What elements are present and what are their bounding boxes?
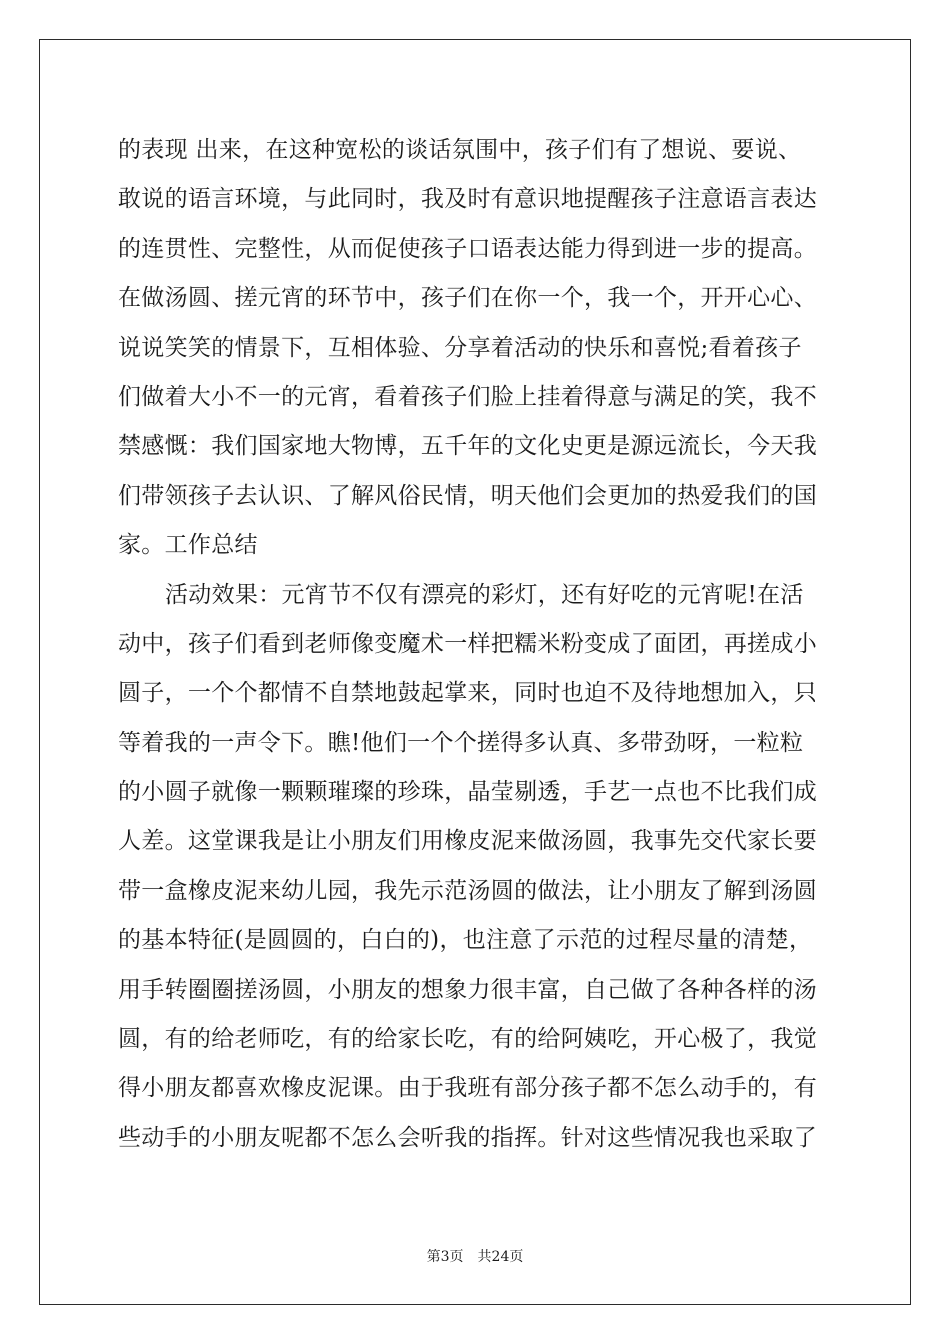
text-line: 得小朋友都喜欢橡皮泥课。由于我班有部分孩子都不怎么动手的，有: [118, 1075, 817, 1102]
text-line: 人差。这堂课我是让小朋友们用橡皮泥来做汤圆，我事先交代家长要: [118, 828, 817, 855]
document-body: [118, 126, 838, 1163]
text-line: 的基本特征(是圆圆的，白白的)，也注意了示范的过程尽量的清楚，: [118, 927, 813, 954]
text-line: 的表现 出来，在这种宽松的谈话氛围中，孩子们有了想说、要说、: [118, 137, 802, 163]
text-line: 的连贯性、完整性，从而促使孩子口语表达能力得到进一步的提高。: [118, 235, 817, 262]
text-line: 圆子，一个个都情不自禁地鼓起掌来，同时也迫不及待地想加入，只: [118, 680, 817, 707]
text-line: 的小圆子就像一颗颗璀璨的珍珠，晶莹剔透，手艺一点也不比我们成: [118, 779, 817, 806]
text-line: 动中，孩子们看到老师像变魔术一样把糯米粉变成了面团，再搓成小: [118, 630, 817, 657]
text-line: 在做汤圆、搓元宵的环节中，孩子们在你一个，我一个，开开心心、: [118, 285, 817, 312]
text-line: 禁感慨：我们国家地大物博，五千年的文化史更是源远流长，今天我: [118, 433, 817, 460]
text-line: 用手转圈圈搓汤圆，小朋友的想象力很丰富，自己做了各种各样的汤: [118, 976, 817, 1003]
paragraph-first-line: 活动效果：元宵节不仅有漂亮的彩灯，还有好吃的元宵呢!在活: [165, 581, 804, 608]
text-line: 带一盒橡皮泥来幼儿园，我先示范汤圆的做法，让小朋友了解到汤圆: [118, 877, 817, 904]
text-line: 些动手的小朋友呢都不怎么会听我的指挥。针对这些情况我也采取了: [118, 1124, 817, 1151]
text-line: 们带领孩子去认识、了解风俗民情，明天他们会更加的热爱我们的国: [118, 482, 817, 509]
text-line: 们做着大小不一的元宵，看着孩子们脸上挂着得意与满足的笑，我不: [118, 383, 817, 410]
text-line: 等着我的一声令下。瞧!他们一个个搓得多认真、多带劲呀，一粒粒: [118, 729, 804, 756]
page-number: 第3页 共24页: [426, 1249, 524, 1265]
text-line: 说说笑笑的情景下，互相体验、分享着活动的快乐和喜悦;看着孩子: [118, 334, 802, 361]
text-line: 圆，有的给老师吃，有的给家长吃，有的给阿姨吃，开心极了，我觉: [118, 1026, 817, 1053]
text-line: 敢说的语言环境，与此同时，我及时有意识地提醒孩子注意语言表达: [118, 186, 817, 213]
text-line: 家。工作总结: [118, 532, 258, 559]
